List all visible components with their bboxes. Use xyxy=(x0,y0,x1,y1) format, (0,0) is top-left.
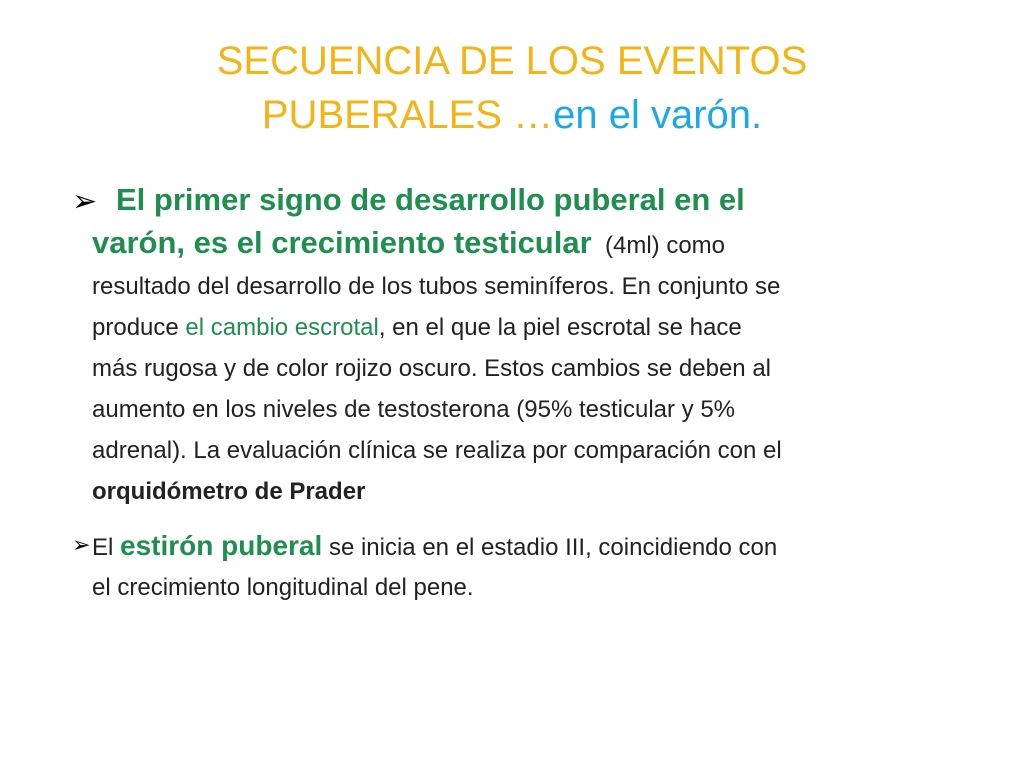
bullet-1-head-line-1: El primer signo de desarrollo puberal en el xyxy=(116,182,745,217)
title-part-1-line-2: PUBERALES … xyxy=(261,93,554,137)
bullet-1-text-3b: el cambio escrotal xyxy=(185,314,379,341)
bullet-item-2 xyxy=(72,526,992,608)
bullet-1-text-1: (4ml) como xyxy=(591,232,726,259)
arrow-bullet-icon: ➢ xyxy=(72,533,91,558)
bullet-2-text-a: El xyxy=(92,534,121,561)
bullet-2-text-d: el crecimiento longitudinal del pene. xyxy=(92,574,474,601)
title-part-1-line-1: SECUENCIA DE LOS EVENTOS xyxy=(216,39,808,83)
bullet-1-text-5: aumento en los niveles de testosterona (95% testicular y 5% xyxy=(92,396,736,423)
bullet-2-body xyxy=(92,526,992,608)
bullet-1-text-2: resultado del desarrollo de los tubos seminíferos. En conjunto se xyxy=(92,273,781,300)
bullet-2-text-c: se inicia en el estadio III, coincidiendo con xyxy=(322,534,778,561)
slide-title xyxy=(60,34,964,142)
bullet-1-text-3c: , en el que la piel escrotal se hace xyxy=(378,314,742,341)
bullet-list xyxy=(72,178,992,608)
bullet-1-head-line-2: varón, es el crecimiento testicular xyxy=(92,225,592,260)
bullet-item-1 xyxy=(72,178,992,512)
bullet-2-text-b: estirón puberal xyxy=(120,530,323,561)
arrow-bullet-icon: ➢ xyxy=(72,184,98,219)
bullet-1-text-4: más rugosa y de color rojizo oscuro. Estos cambios se deben al xyxy=(92,355,771,382)
bullet-1-text-3a: produce xyxy=(92,314,186,341)
bullet-1-body xyxy=(92,222,992,512)
bullet-1-text-7: orquidómetro de Prader xyxy=(92,478,366,505)
bullet-1-text-6: adrenal). La evaluación clínica se realiza por comparación con el xyxy=(92,437,782,464)
title-part-2: en el varón. xyxy=(553,93,763,137)
